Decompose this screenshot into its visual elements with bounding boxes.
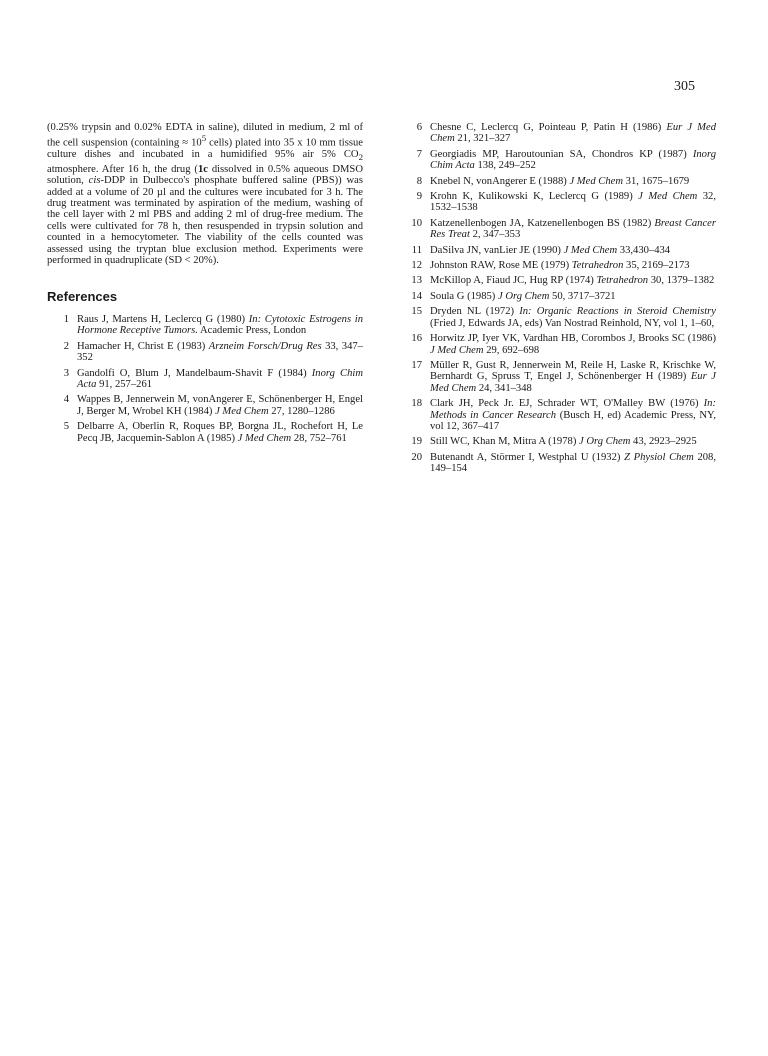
reference-item [400, 452, 716, 475]
reference-number: 19 [411, 436, 422, 448]
right-column [400, 122, 716, 479]
reference-item [400, 306, 716, 329]
reference-text: Butenandt A, Störmer I, Westphal U (1932) Z Physiol Chem 208, 149–154 [430, 451, 716, 475]
page-number: 305 [674, 79, 695, 94]
reference-text: Krohn K, Kulikowski K, Leclercq G (1989) J Med Chem 32, 1532–1538 [430, 191, 716, 214]
reference-number: 17 [411, 359, 422, 371]
reference-item [400, 398, 716, 432]
reference-item [47, 341, 363, 364]
reference-text: Clark JH, Peck Jr. EJ, Schrader WT, O'Malley BW (1976) In: Methods in Cancer Research (Busch H, ed) Academic Press, NY, vol 12, 367–417 [430, 398, 716, 432]
reference-item [400, 245, 716, 256]
reference-text: Raus J, Martens H, Leclercq G (1980) In: Cytotoxic Estrogens in Hormone Receptive Tumors. Academic Press, London [77, 313, 363, 337]
reference-text: Soula G (1985) J Org Chem 50, 3717–3721 [430, 290, 616, 302]
reference-text: Delbarre A, Oberlin R, Roques BP, Borgna JL, Rochefort H, Le Pecq JB, Jacquemin-Sablon A (1985) J Med Chem 28, 752–761 [77, 421, 363, 444]
reference-text: Katzenellenbogen JA, Katzenellenbogen BS (1982) Breast Cancer Res Treat 2, 347–353 [430, 217, 717, 241]
reference-item [400, 122, 716, 145]
left-column [47, 122, 363, 448]
reference-number: 12 [411, 260, 422, 272]
reference-item [400, 275, 716, 286]
reference-number: 4 [63, 394, 69, 406]
reference-text: McKillop A, Fiaud JC, Hug RP (1974) Tetrahedron 30, 1379–1382 [430, 275, 715, 287]
reference-text: Horwitz JP, Iyer VK, Vardhan HB, Corombos J, Brooks SC (1986) J Med Chem 29, 692–698 [430, 333, 716, 356]
reference-number: 6 [416, 122, 422, 133]
reference-number: 14 [411, 290, 422, 302]
reference-item [400, 291, 716, 302]
reference-number: 16 [411, 333, 422, 345]
reference-text: DaSilva JN, vanLier JE (1990) J Med Chem 33,430–434 [430, 244, 671, 256]
reference-number: 1 [63, 313, 69, 325]
reference-number: 20 [411, 451, 422, 463]
reference-item [400, 149, 716, 172]
reference-text: Johnston RAW, Rose ME (1979) Tetrahedron 35, 2169–2173 [430, 260, 690, 272]
reference-text: Chesne C, Leclercq G, Pointeau P, Patin H (1986) Eur J Med Chem 21, 321–327 [430, 122, 716, 145]
reference-number: 18 [411, 398, 422, 410]
reference-item [400, 436, 716, 447]
reference-item [400, 218, 716, 241]
reference-item [400, 360, 716, 394]
reference-text: Georgiadis MP, Haroutounian SA, Chondros KP (1987) Inorg Chim Acta 138, 249–252 [430, 148, 716, 172]
reference-item [47, 368, 363, 391]
reference-text: Knebel N, vonAngerer E (1988) J Med Chem 31, 1675–1679 [430, 175, 690, 187]
reference-text: Dryden NL (1972) In: Organic Reactions in Steroid Chemistry (Fried J, Edwards JA, eds) Van Nostrad Reinhold, NY, vol 1, 1–60, [430, 306, 716, 329]
reference-item [47, 314, 363, 337]
reference-number: 10 [411, 217, 422, 229]
reference-number: 5 [63, 421, 69, 433]
reference-item [47, 421, 363, 444]
reference-text: Müller R, Gust R, Jennerwein M, Reile H, Laske R, Krischke W, Bernhardt G, Spruss T, Engel J, Schönenberger H (1989) Eur J Med Chem 24, 341–348 [430, 359, 716, 394]
reference-number: 3 [63, 367, 69, 379]
methods-paragraph: (0.25% trypsin and 0.02% EDTA in saline), diluted in medium, 2 ml of the cell suspension (containing ≈ $10^5$ cells) plated into 35 x 10 mm tissue culture dishes and incubated in a humidified 95% air 5% $CO_2$ atmosphere. After 16 h, the drug (1c dissolved in 0.5% aqueous DMSO solution, cis-DDP in Dulbecco's phosphate buffered saline (PBS)) was added at a volume of 20 µl and the cultures were incubated for 3 h. The drug treatment was terminated by aspiration of the medium, washing of the cell layer with 2 ml PBS and adding 2 ml of drug-free medium. The cells were cultivated for 78 h, then resuspended in trypsin solution and counted in a hemocytometer. The viability of the cells counted was assessed using the tryptan blue exclusion method. Experiments were performed in quadruplicate (SD < 20%). [47, 122, 363, 267]
reference-number: 8 [416, 175, 422, 187]
reference-number: 7 [416, 148, 422, 160]
reference-item [400, 191, 716, 214]
reference-item [47, 394, 363, 417]
reference-number: 9 [416, 191, 422, 203]
reference-number: 11 [411, 244, 422, 256]
reference-list-right [400, 122, 716, 475]
reference-text: Hamacher H, Christ E (1983) Arzneim Forsch/Drug Res 33, 347–352 [77, 340, 363, 364]
reference-item [400, 260, 716, 271]
reference-number: 15 [411, 306, 422, 318]
reference-number: 2 [63, 340, 69, 352]
reference-item [400, 176, 716, 187]
reference-text: Gandolfi O, Blum J, Mandelbaum-Shavit F (1984) Inorg Chim Acta 91, 257–261 [77, 367, 363, 390]
reference-text: Still WC, Khan M, Mitra A (1978) J Org Chem 43, 2923–2925 [430, 436, 697, 448]
reference-text: Wappes B, Jennerwein M, vonAngerer E, Schönenberger H, Engel J, Berger M, Wrobel KH (1984) J Med Chem 27, 1280–1286 [77, 394, 363, 417]
reference-list-left [47, 314, 363, 444]
reference-number: 13 [411, 275, 422, 287]
reference-item [400, 333, 716, 356]
references-heading: References [47, 288, 118, 304]
